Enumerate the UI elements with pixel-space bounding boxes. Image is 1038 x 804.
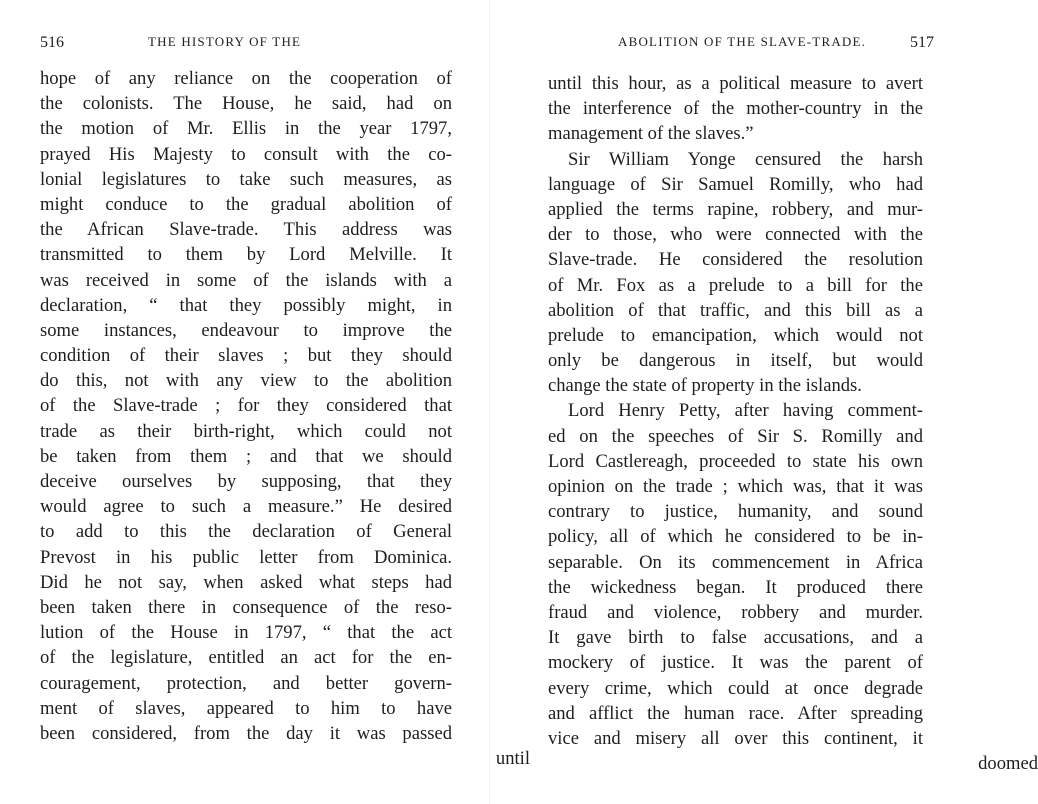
text-line: Slave-trade. He considered the resolution	[548, 249, 923, 271]
text-line: the colonists. The House, he said, had on	[40, 93, 452, 115]
text-line: of the Slave-trade ; for they considered that	[40, 395, 452, 417]
text-line: ed on the speeches of Sir S. Romilly and	[548, 425, 923, 447]
text-line: Prevost in his public letter from Dominica.	[40, 546, 452, 568]
left-running-head: THE HISTORY OF THE	[148, 34, 302, 49]
text-line: opinion on the trade ; which was, that it was	[548, 476, 923, 497]
text-line: until this hour, as a political measure to avert	[548, 73, 923, 94]
text-line: separable. On its commencement in Africa	[548, 551, 923, 573]
right-page-number: 517	[910, 34, 934, 51]
text-line: of Mr. Fox as a prelude to a bill for the	[548, 274, 923, 296]
text-line: ment of slaves, appeared to him to have	[40, 697, 452, 719]
text-line: of the legislature, entitled an act for the en-	[40, 647, 452, 669]
text-line: might conduce to the gradual abolition of	[40, 193, 452, 215]
text-line: do this, not with any view to the abolition	[40, 370, 452, 392]
text-line: abolition of that traffic, and this bill as a	[548, 299, 923, 321]
text-line: some instances, endeavour to improve the	[40, 319, 452, 341]
text-line: lonial legislatures to take such measures, as	[40, 168, 452, 190]
left-page-number: 516	[40, 34, 64, 51]
text-line: trade as their birth-right, which could not	[40, 420, 452, 442]
right-running-head: ABOLITION OF THE SLAVE-TRADE.	[618, 34, 867, 49]
text-line: declaration, “ that they possibly might, in	[40, 294, 452, 316]
text-line: contrary to justice, humanity, and sound	[548, 501, 923, 523]
text-line: only be dangerous in itself, but would	[548, 350, 923, 372]
text-line: applied the terms rapine, robbery, and mur-	[548, 198, 923, 220]
text-line: fraud and violence, robbery and murder.	[548, 601, 923, 623]
text-line: mockery of justice. It was the parent of	[548, 652, 923, 674]
text-line: been taken there in consequence of the reso-	[40, 596, 452, 618]
text-line: prayed His Majesty to consult with the co-	[40, 143, 452, 165]
text-line: the wickedness began. It produced there	[548, 576, 923, 598]
text-line: couragement, protection, and better govern-	[40, 672, 452, 694]
text-line: every crime, which could at once degrade	[548, 677, 923, 699]
text-line: to add to this the declaration of General	[40, 521, 452, 543]
text-line: been considered, from the day it was passed	[40, 722, 452, 744]
text-line: Lord Henry Petty, after having comment-	[568, 400, 923, 422]
text-line: der to those, who were connected with the	[548, 224, 923, 246]
catchword: until	[495, 748, 530, 770]
right-page	[490, 0, 1038, 804]
right-body-text	[548, 71, 1038, 776]
text-line: Lord Castlereagh, proceeded to state his own	[548, 450, 923, 472]
text-line: vice and misery all over this continent, it	[548, 727, 923, 749]
left-body-text	[40, 66, 530, 771]
catchword: doomed	[978, 753, 1038, 775]
text-line: hope of any reliance on the cooperation of	[40, 68, 452, 89]
text-line: prelude to emancipation, which would not	[548, 324, 923, 346]
text-line: the motion of Mr. Ellis in the year 1797,	[40, 118, 452, 140]
text-line: Sir William Yonge censured the harsh	[568, 148, 923, 170]
text-line: management of the slaves.”	[548, 123, 754, 145]
text-line: condition of their slaves ; but they should	[40, 345, 452, 367]
text-line: lution of the House in 1797, “ that the act	[40, 622, 452, 644]
text-line: be taken from them ; and that we should	[40, 445, 452, 467]
text-line: It gave birth to false accusations, and a	[548, 627, 923, 649]
text-line: change the state of property in the islands.	[548, 375, 862, 397]
text-line: would agree to such a measure.” He desired	[40, 496, 452, 518]
text-line: policy, all of which he considered to be in-	[548, 526, 923, 548]
text-line: the African Slave-trade. This address was	[40, 219, 452, 241]
text-line: the interference of the mother-country in the	[548, 98, 923, 120]
text-line: transmitted to them by Lord Melville. It	[40, 244, 452, 266]
text-line: Did he not say, when asked what steps had	[40, 571, 452, 593]
text-line: and afflict the human race. After spreading	[548, 702, 923, 724]
text-line: was received in some of the islands with a	[40, 269, 452, 291]
text-line: language of Sir Samuel Romilly, who had	[548, 173, 923, 195]
text-line: deceive ourselves by supposing, that they	[40, 471, 452, 492]
